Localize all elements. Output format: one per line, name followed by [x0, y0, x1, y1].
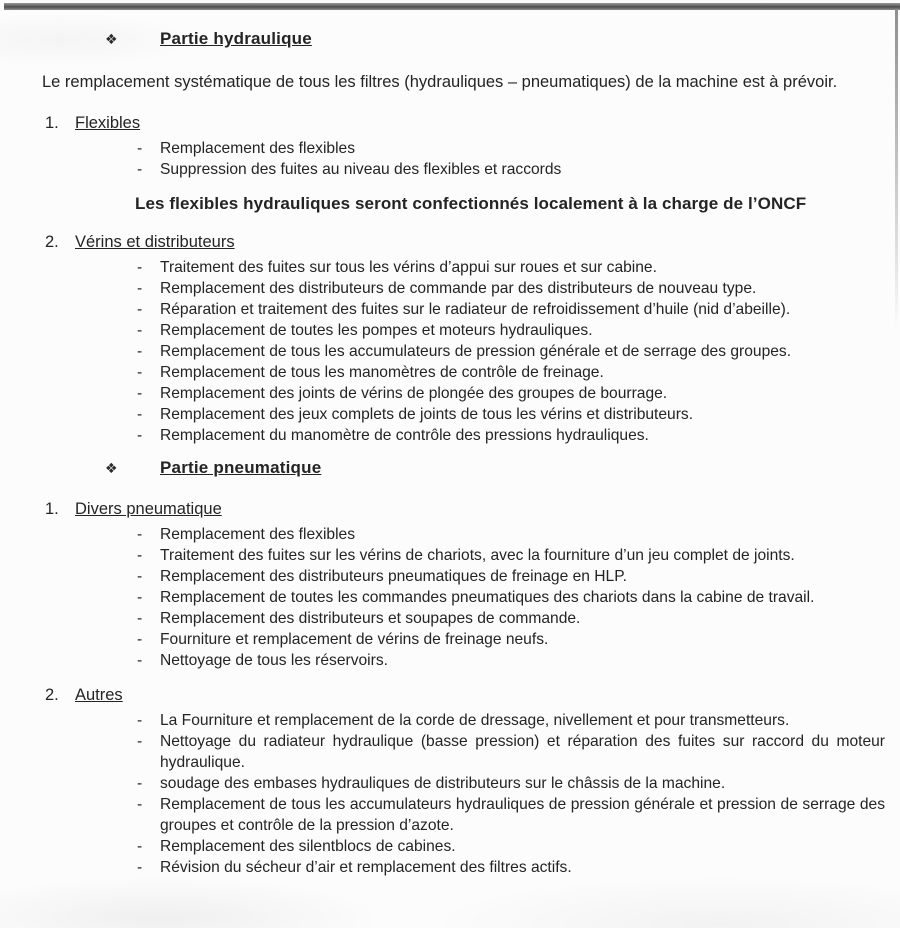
list-item-text: Traitement des fuites sur les vérins de chariots, avec la fourniture d’un jeu complet de joints.	[160, 546, 795, 564]
list-item	[137, 731, 885, 773]
list-item-text: Remplacement des silentblocs de cabines.	[160, 837, 456, 855]
heading-partie-hydraulique	[105, 29, 885, 49]
list-item-text: Remplacement des joints de vérins de plongée des groupes de bourrage.	[160, 384, 668, 402]
dash-bullet: -	[137, 630, 143, 648]
list-item	[137, 608, 885, 629]
diamond-bullet-icon: ❖	[105, 459, 118, 476]
list-item-text: Nettoyage de tous les réservoirs.	[160, 651, 388, 669]
flexibles-list	[137, 138, 885, 180]
list-item	[137, 257, 885, 278]
verins-distributeurs-list	[137, 257, 885, 446]
list-item	[137, 320, 885, 341]
dash-bullet: -	[137, 525, 143, 543]
subheading-flexibles	[45, 114, 885, 133]
subheading-title: Divers pneumatique	[75, 499, 222, 518]
dash-bullet: -	[137, 279, 143, 297]
heading-title: Partie hydraulique	[160, 29, 312, 48]
list-item-text: Remplacement des distributeurs de commande par des distributeurs de nouveau type.	[160, 279, 757, 297]
list-item-text: Remplacement des distributeurs pneumatiques de freinage en HLP.	[160, 567, 627, 585]
dash-bullet: -	[137, 609, 143, 627]
list-item	[137, 425, 885, 446]
list-item-text: Remplacement des jeux complets de joints de tous les vérins et distributeurs.	[160, 405, 694, 423]
list-item	[137, 341, 885, 362]
list-item	[137, 278, 885, 299]
list-item-text: Remplacement du manomètre de contrôle des pressions hydrauliques.	[160, 426, 649, 444]
subheading-number: 1.	[45, 113, 59, 132]
list-item-text: Remplacement des flexibles	[160, 139, 356, 157]
scan-right-edge-artifact	[895, 9, 898, 329]
dash-bullet: -	[137, 405, 143, 423]
list-item-text: Remplacement de toutes les commandes pneumatiques des chariots dans la cabine de travail.	[160, 588, 815, 606]
dash-bullet: -	[137, 384, 143, 402]
dash-bullet: -	[137, 426, 143, 444]
list-item	[137, 362, 885, 383]
list-item-text: Remplacement de tous les accumulateurs de pression générale et de serrage des groupes.	[160, 342, 792, 360]
dash-bullet: -	[137, 160, 143, 178]
list-item-text: Remplacement des distributeurs et soupapes de commande.	[160, 609, 581, 627]
list-item	[137, 299, 885, 320]
dash-bullet: -	[137, 795, 143, 813]
list-item-text: Remplacement de toutes les pompes et moteurs hydrauliques.	[160, 321, 593, 339]
list-item	[137, 650, 885, 671]
list-item	[137, 587, 885, 608]
list-item	[137, 383, 885, 404]
list-item-text: Remplacement des flexibles	[160, 525, 356, 543]
heading-partie-pneumatique	[105, 458, 885, 478]
dash-bullet: -	[137, 837, 143, 855]
list-item-text: Révision du sécheur d’air et remplacement des filtres actifs.	[160, 858, 572, 876]
dash-bullet: -	[137, 588, 143, 606]
subheading-verins-distributeurs	[45, 233, 885, 252]
list-item-text: Fourniture et remplacement de vérins de freinage neufs.	[160, 630, 549, 648]
dash-bullet: -	[137, 321, 143, 339]
list-item	[137, 629, 885, 650]
list-item-text: Réparation et traitement des fuites sur le radiateur de refroidissement d’huile (nid d’abeille).	[160, 300, 791, 318]
dash-bullet: -	[137, 363, 143, 381]
list-item	[137, 773, 885, 794]
list-item-text: Nettoyage du radiateur hydraulique (basse pression) et réparation des fuites sur raccord du moteur hydraulique.	[160, 732, 885, 771]
list-item	[137, 404, 885, 425]
list-item-text: soudage des embases hydrauliques de distributeurs sur le châssis de la machine.	[160, 774, 726, 792]
dash-bullet: -	[137, 258, 143, 276]
list-item	[137, 710, 885, 731]
list-item	[137, 138, 885, 159]
subheading-number: 1.	[45, 499, 59, 518]
dash-bullet: -	[137, 300, 143, 318]
subheading-title: Flexibles	[75, 113, 141, 132]
divers-pneumatique-list	[137, 524, 885, 671]
dash-bullet: -	[137, 711, 143, 729]
list-item	[137, 545, 885, 566]
list-item	[137, 836, 885, 857]
autres-list	[137, 710, 885, 878]
subheading-divers-pneumatique	[45, 500, 885, 519]
dash-bullet: -	[137, 342, 143, 360]
list-item-text: Remplacement de tous les manomètres de contrôle de freinage.	[160, 363, 604, 381]
list-item	[137, 857, 885, 878]
dash-bullet: -	[137, 732, 143, 750]
dash-bullet: -	[137, 858, 143, 876]
intro-paragraph: Le remplacement systématique de tous les filtres (hydrauliques – pneumatiques) de la machine est à prévoir.	[42, 73, 838, 91]
list-item-text: Remplacement de tous les accumulateurs hydrauliques de pression générale et pression de serrage des groupes et contrôle de la pression d’azote.	[160, 795, 885, 834]
bold-note-oncf: Les flexibles hydrauliques seront confectionnés localement à la charge de l’ONCF	[135, 193, 807, 213]
dash-bullet: -	[137, 774, 143, 792]
dash-bullet: -	[137, 139, 143, 157]
scan-top-bar-artifact	[4, 3, 900, 10]
dash-bullet: -	[137, 567, 143, 585]
list-item	[137, 566, 885, 587]
subheading-title: Autres	[75, 685, 123, 704]
list-item	[137, 794, 885, 836]
subheading-number: 2.	[45, 232, 59, 251]
dash-bullet: -	[137, 651, 143, 669]
subheading-number: 2.	[45, 685, 59, 704]
list-item-text: La Fourniture et remplacement de la corde de dressage, nivellement et pour transmetteurs.	[160, 711, 790, 729]
list-item-text: Suppression des fuites au niveau des flexibles et raccords	[160, 160, 562, 178]
list-item	[137, 159, 885, 180]
heading-title: Partie pneumatique	[160, 457, 322, 477]
subheading-autres	[45, 686, 885, 705]
document-content	[42, 10, 885, 928]
dash-bullet: -	[137, 546, 143, 564]
diamond-bullet-icon: ❖	[105, 31, 118, 47]
list-item	[137, 524, 885, 545]
list-item-text: Traitement des fuites sur tous les vérins d’appui sur roues et sur cabine.	[160, 258, 657, 276]
subheading-title: Vérins et distributeurs	[75, 232, 235, 251]
